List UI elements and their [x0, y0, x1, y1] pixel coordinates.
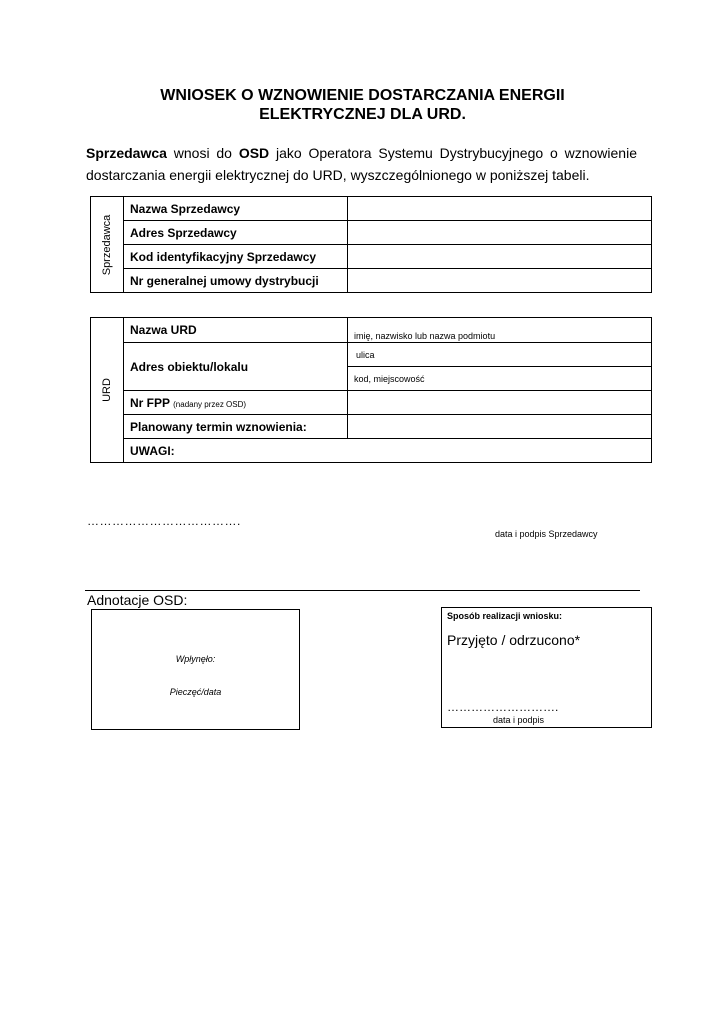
- seller-side-cell: [91, 197, 124, 293]
- seller-signature-label: data i podpis Sprzedawcy: [495, 529, 598, 539]
- osd-word: OSD: [238, 145, 270, 161]
- osd-divider: [85, 590, 640, 591]
- received-stamp-box: [91, 609, 300, 730]
- intro-text-b: jako Operatora Systemu Dystrybucyjnego o wznowienie dostarczania energii elektrycznej do URD, wyszczególnionego w poniższej tabeli.: [86, 145, 637, 183]
- seller-address-label: Adres Sprzedawcy: [124, 221, 348, 245]
- urd-fpp-label: [124, 391, 348, 415]
- intro-paragraph: [86, 142, 637, 186]
- realization-box: [441, 607, 652, 728]
- seller-name-field[interactable]: [348, 197, 652, 221]
- urd-side-cell: [91, 318, 124, 463]
- urd-city-field[interactable]: [348, 367, 652, 391]
- osd-signature-line: ……………………….: [447, 700, 559, 714]
- urd-notes-field[interactable]: [124, 439, 652, 463]
- intro-text-a: wnosi do: [166, 145, 239, 161]
- osd-heading: Adnotacje OSD:: [87, 592, 188, 608]
- received-label: Wpłynęło:: [175, 654, 216, 664]
- urd-name-field[interactable]: [348, 318, 652, 343]
- seller-word: Sprzedawca: [86, 145, 167, 161]
- seller-contract-label: Nr generalnej umowy dystrybucji: [124, 269, 348, 293]
- urd-street-field[interactable]: [348, 343, 652, 367]
- urd-fpp-note: (nadany przez OSD): [173, 399, 247, 409]
- title-line-1: WNIOSEK O WZNOWIENIE DOSTARCZANIA ENERGII: [160, 87, 565, 104]
- urd-name-label: Nazwa URD: [124, 318, 348, 343]
- seller-signature-line: ……………………………….: [87, 514, 241, 528]
- urd-notes-label: UWAGI:: [130, 443, 175, 458]
- seller-code-field[interactable]: [348, 245, 652, 269]
- seller-code-label: Kod identyfikacyjny Sprzedawcy: [124, 245, 348, 269]
- urd-term-field[interactable]: [348, 415, 652, 439]
- document-title: [80, 86, 645, 124]
- seller-table: [90, 196, 652, 293]
- urd-street-hint: ulica: [356, 349, 375, 360]
- urd-term-label: Planowany termin wznowienia:: [124, 415, 348, 439]
- seller-side-label: Sprzedawca: [101, 214, 113, 275]
- stamp-label: Pieczęć/data: [169, 687, 222, 697]
- decision-text: Przyjęto / odrzucono*: [447, 632, 581, 648]
- urd-side-label: URD: [101, 378, 113, 402]
- urd-address-label: Adres obiektu/lokalu: [124, 343, 348, 391]
- seller-contract-field[interactable]: [348, 269, 652, 293]
- urd-name-hint: imię, nazwisko lub nazwa podmiotu: [354, 331, 496, 341]
- urd-city-hint: kod, miejscowość: [354, 373, 425, 384]
- urd-fpp-text: Nr FPP: [130, 395, 170, 410]
- title-line-2: ELEKTRYCZNEJ DLA URD.: [259, 106, 466, 123]
- osd-signature-label: data i podpis: [493, 715, 545, 725]
- seller-address-field[interactable]: [348, 221, 652, 245]
- method-label: Sposób realizacji wniosku:: [447, 611, 563, 621]
- urd-table: [90, 317, 652, 463]
- urd-fpp-field[interactable]: [348, 391, 652, 415]
- seller-name-label: Nazwa Sprzedawcy: [124, 197, 348, 221]
